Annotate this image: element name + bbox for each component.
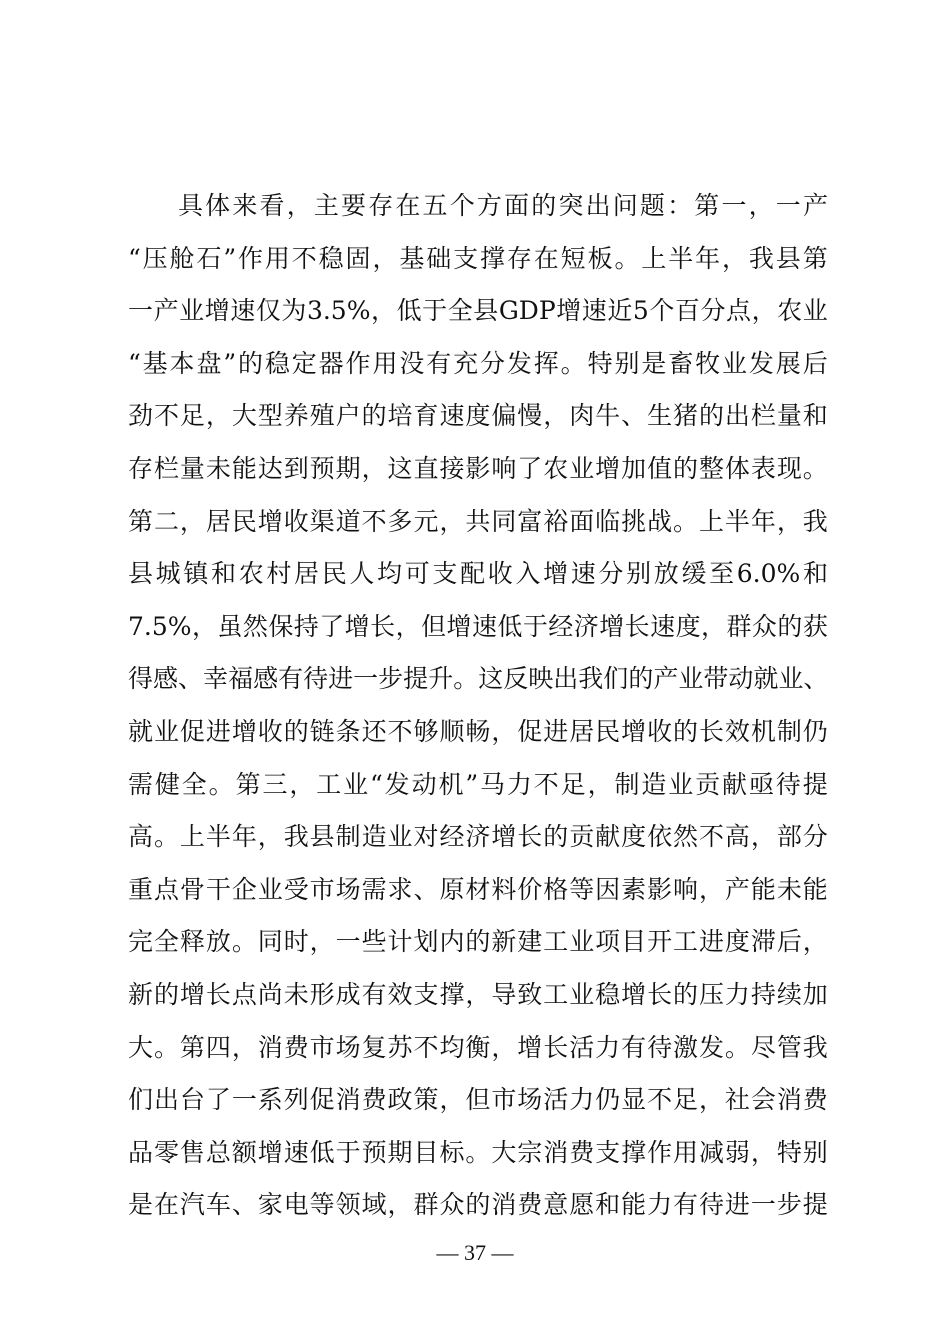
text-line: 是 在 汽 车 、 家 电 等 领 域 ， 群 众 的 消 费 意 愿 和 能 力 有 待 进 一 步 提 [128, 1190, 828, 1220]
text-line: 就 业 促 进 增 收 的 链 条 还 不 够 顺 畅 ， 促 进 居 民 增 收 的 长 效 机 制 仍 [128, 716, 828, 746]
page-number: — 37 — [436, 1240, 514, 1265]
text-line: 新 的 增 长 点 尚 未 形 成 有 效 支 撑 ， 导 致 工 业 稳 增 长 的 压 力 持 续 加 [128, 979, 828, 1009]
text-line: 劲 不 足 ， 大 型 养 殖 户 的 培 育 速 度 偏 慢 ， 肉 牛 、 生 猪 的 出 栏 量 和 [128, 401, 828, 431]
text-line: 县 城 镇 和 农 村 居 民 人 均 可 支 配 收 入 增 速 分 别 放 缓 至 6.0% 和 [128, 559, 828, 589]
text-line: 具 体 来 看 ， 主 要 存 在 五 个 方 面 的 突 出 问 题 ： 第 一 ， 一 产 [178, 191, 828, 220]
text-line: 一 产 业 增 速 仅 为 3.5% ， 低 于 全 县 GDP 增 速 近 5 个 百 分 点 ， 农 业 [128, 296, 828, 326]
text-line: “ 压 舱 石 ” 作 用 不 稳 固 ， 基 础 支 撑 存 在 短 板 。 上 半 年 ， 我 县 第 [128, 243, 828, 273]
text-line: 重 点 骨 干 企 业 受 市 场 需 求 、 原 材 料 价 格 等 因 素 影 响 ， 产 能 未 能 [128, 874, 828, 904]
text-line: 7.5% ， 虽 然 保 持 了 增 长 ， 但 增 速 低 于 经 济 增 长 速 度 ， 群 众 的 获 [128, 611, 828, 641]
text-line: 高 。 上 半 年 ， 我 县 制 造 业 对 经 济 增 长 的 贡 献 度 依 然 不 高 ， 部 分 [128, 822, 828, 852]
text-line: 们 出 台 了 一 系 列 促 消 费 政 策 ， 但 市 场 活 力 仍 显 不 足 ， 社 会 消 费 [128, 1085, 828, 1115]
text-line: 第 二 ， 居 民 增 收 渠 道 不 多 元 ， 共 同 富 裕 面 临 挑 战 。 上 半 年 ， 我 [128, 506, 828, 536]
text-line: 大 。 第 四 ， 消 费 市 场 复 苏 不 均 衡 ， 增 长 活 力 有 待 激 发 。 尽 管 我 [128, 1032, 828, 1062]
text-line: 品 零 售 总 额 增 速 低 于 预 期 目 标 。 大 宗 消 费 支 撑 作 用 减 弱 ， 特 别 [128, 1137, 828, 1167]
text-line: “ 基 本 盘 ” 的 稳 定 器 作 用 没 有 充 分 发 挥 。 特 别 是 畜 牧 业 发 展 后 [128, 348, 828, 378]
text-line: 得 感 、 幸 福 感 有 待 进 一 步 提 升 。 这 反 映 出 我 们 的 产 业 带 动 就 业 、 [128, 664, 829, 694]
text-line: 完 全 释 放 。 同 时 ， 一 些 计 划 内 的 新 建 工 业 项 目 开 工 进 度 滞 后 ， [128, 927, 828, 957]
body-paragraph [128, 180, 828, 1232]
text-line: 需 健 全 。 第 三 ， 工 业 “ 发 动 机 ” 马 力 不 足 ， 制 造 业 贡 献 亟 待 提 [128, 769, 828, 799]
text-line: 存 栏 量 未 能 达 到 预 期 ， 这 直 接 影 响 了 农 业 增 加 值 的 整 体 表 现 。 [128, 453, 828, 483]
